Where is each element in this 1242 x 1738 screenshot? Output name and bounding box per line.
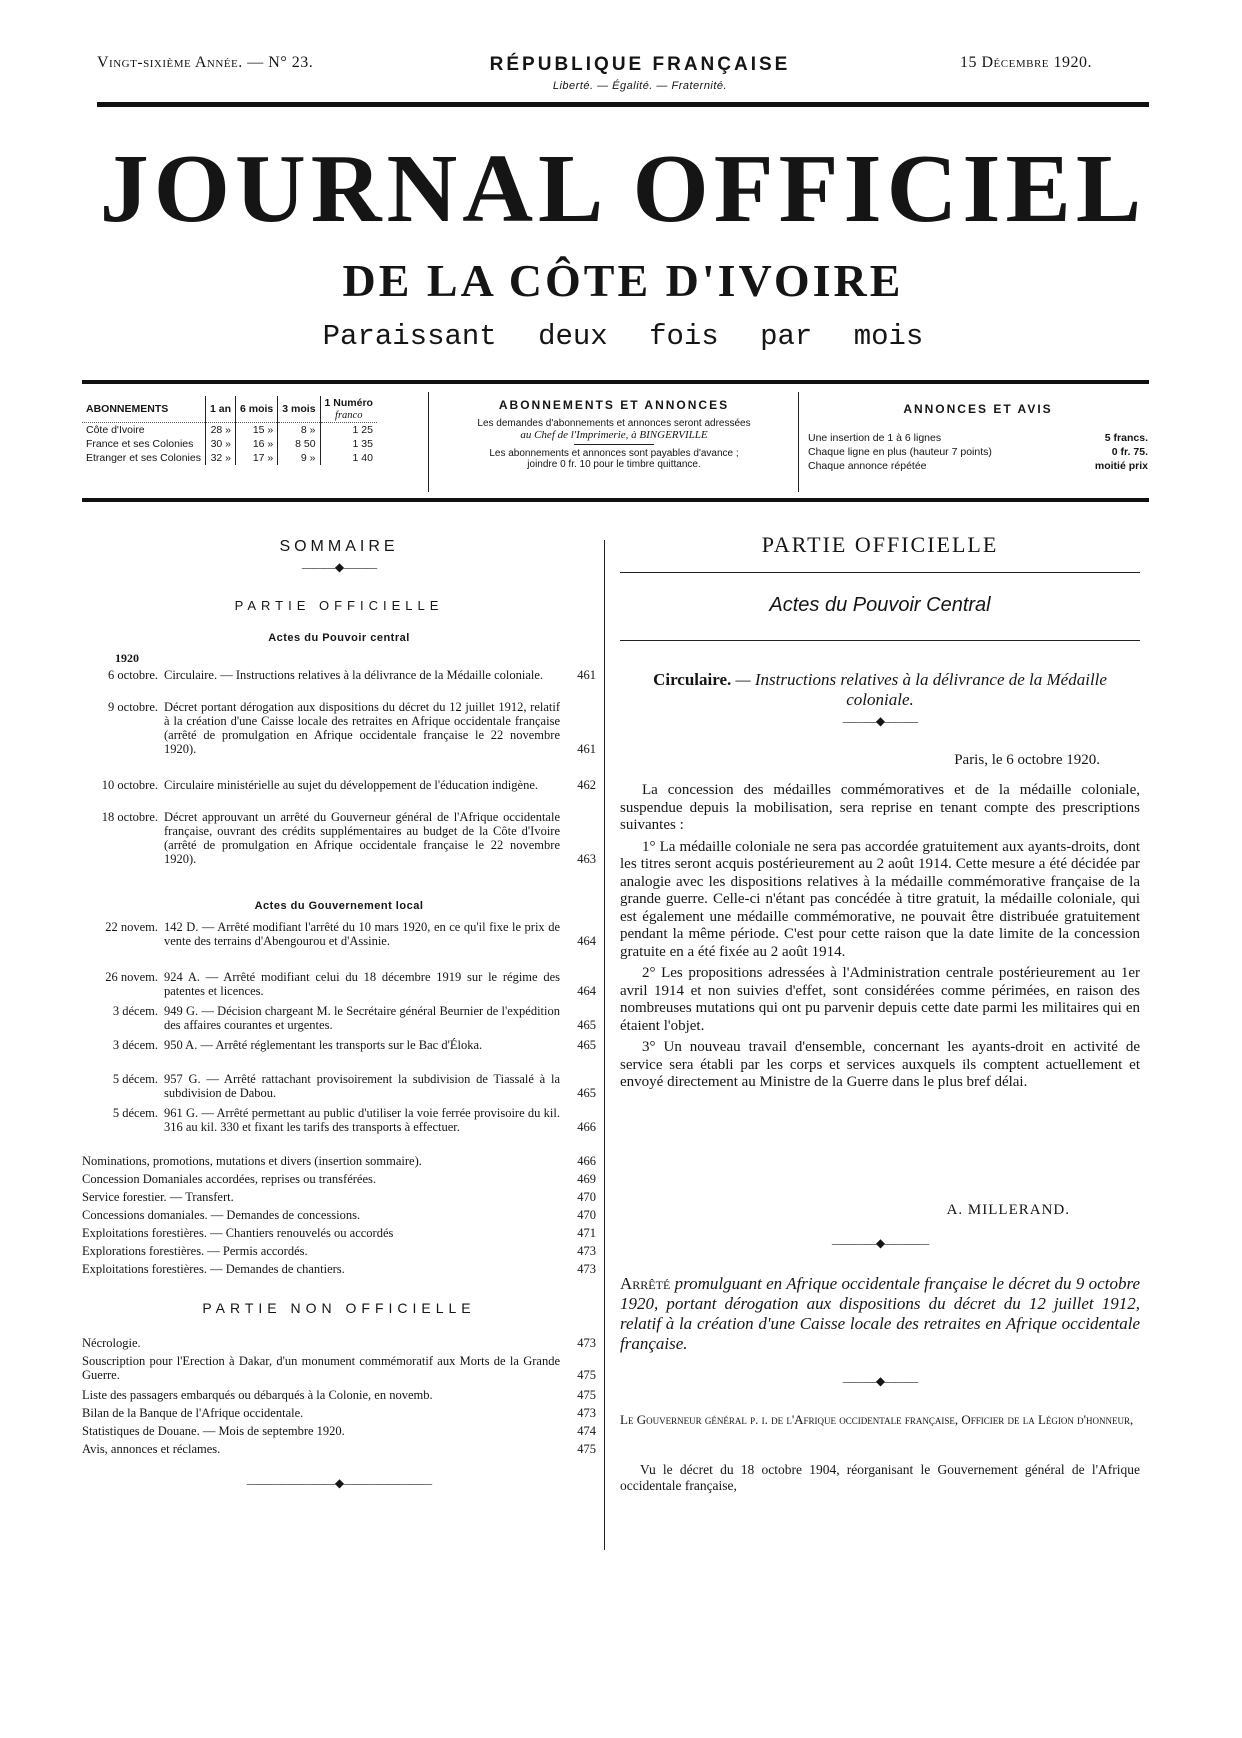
rule-bottom-subs [82, 498, 1149, 502]
col-1-an: 1 an [205, 396, 235, 423]
list-item: Avis, annonces et réclames. 475 [82, 1442, 596, 1456]
sommaire-year: 1920 [115, 651, 139, 665]
ornament: ———◆——— [842, 714, 918, 728]
sommaire-partie-non-officielle: PARTIE NON OFFICIELLE [202, 1300, 476, 1316]
list-item: Statistiques de Douane. — Mois de septembre 1920. 474 [82, 1424, 596, 1438]
list-item: 22 novem. 142 D. — Arrêté modifiant l'arrêté du 10 mars 1920, en ce qu'il fixe le prix de vente des terrains d'Abengourou et d'Assinie. 464 [105, 920, 596, 948]
list-item: Bilan de la Banque de l'Afrique occidentale. 473 [82, 1406, 596, 1420]
list-item: Exploitations forestières. — Chantiers renouvelés ou accordés 471 [82, 1226, 596, 1240]
paragraph: 2° Les propositions adressées à l'Administration centrale postérieurement au 1er avril 1914 et non suivies d'effet, sont considérées comme périmées, en raison des nombreuses mutations qui ont pu parvenir depuis cette date parmi les militaires qui en étaient l'objet. [620, 965, 1140, 1034]
place-date: Paris, le 6 octobre 1920. [954, 752, 1100, 768]
list-item: Concessions domaniales. — Demandes de concessions. 470 [82, 1208, 596, 1222]
list-item: Souscription pour l'Erection à Dakar, d'un monument commémoratif aux Morts de la Grande Guerre. 475 [82, 1354, 596, 1382]
col-numero: 1 Numéro franco [320, 396, 377, 423]
col-6-mois: 6 mois [236, 396, 278, 423]
paragraph: La concession des médailles commémoratives et de la médaille coloniale, suspendue depuis la mobilisation, sera reprise en tenant compte des prescriptions suivantes : [620, 782, 1140, 833]
republic-heading: RÉPUBLIQUE FRANÇAISE [489, 54, 791, 75]
list-item: Liste des passagers embarqués ou débarqués à la Colonie, en novemb. 475 [82, 1388, 596, 1402]
box-title: ABONNEMENTS ET ANNONCES [498, 398, 730, 412]
partie-officielle-heading: PARTIE OFFICIELLE [761, 532, 999, 557]
table-row: Etranger et ses Colonies 32 » 17 » 9 » 1 40 [82, 451, 377, 465]
ornament: ———◆——— [301, 560, 377, 574]
motto: Liberté. — Égalité. — Fraternité. [552, 80, 728, 92]
gouverneur-line: Le Gouverneur général p. i. de l'Afrique occidentale française, Officier de la Légion d'honneur, [620, 1412, 1134, 1427]
masthead-title: JOURNAL OFFICIEL [99, 135, 1147, 243]
ornament: ————————◆———————— [246, 1476, 432, 1490]
header-rule [97, 102, 1149, 107]
list-item: 10 octobre. Circulaire ministérielle au sujet du développement de l'éducation indigène. 462 [101, 778, 596, 792]
paragraph: 1° La médaille coloniale ne sera pas accordée gratuitement aux ayants-droits, dont les titres seront acquis postérieurement au 2 août 1914. Cette mesure a été décidée par analogie avec les dispositions relatives à la médaille commémorative française de la grande guerre. Celle-ci n'étant pas concédée à titre gratuit, la médaille coloniale, qui est également une médaille commémorative, ne pouvait être distribuée gratuitement pendant la même période. C'est pour cette raison que la date limite de la concession gratuite en a été fixée au 2 août 1914. [620, 838, 1140, 960]
arrete-title: Arrêté promulguant en Afrique occidentale française le décret du 9 octobre 1920, portant dérogation aux dispositions du décret du 12 juillet 1912, relatif à la création d'une Caisse locale des retraites en Afrique occidentale française. [620, 1274, 1140, 1353]
list-item: Service forestier. — Transfert. 470 [82, 1190, 596, 1204]
table-row: France et ses Colonies 30 » 16 » 8 50 1 35 [82, 437, 377, 451]
list-item: Exploitations forestières. — Demandes de chantiers. 473 [82, 1262, 596, 1276]
issue-number: Vingt-sixième Année. — N° 23. [97, 54, 314, 71]
subscription-table [82, 396, 377, 465]
circular-title: Circulaire. — Instructions relatives à la délivrance de la Médaille coloniale. [653, 670, 1107, 709]
subs-divider-2 [798, 392, 799, 492]
heading-separator [620, 572, 1140, 573]
ornament: ———◆——— [842, 1374, 918, 1388]
sommaire-title: SOMMAIRE [279, 538, 399, 555]
col-3-mois: 3 mois [278, 396, 320, 423]
list-item: 3 décem. 950 A. — Arrêté réglementant les transports sur le Bac d'Éloka. 465 [112, 1038, 596, 1052]
column-divider [604, 540, 605, 1550]
circular-body [620, 782, 1140, 1096]
list-item: Chaque annonce répétée moitié prix [808, 460, 1148, 472]
actes-heading: Actes du Pouvoir Central [769, 594, 991, 616]
list-item: Concession Domaniales accordées, reprises ou transférées. 469 [82, 1172, 596, 1186]
abonnements-annonces-box: ABONNEMENTS ET ANNONCES Les demandes d'abonnements et annonces seront adressées au Chef de l'Imprimerie, à BINGERVILLE Les abonnements et annonces sont payables d'avance ; joindre 0 fr. 10 pour le timbre quittance. [434, 398, 794, 470]
annonces-avis-box: ANNONCES ET AVIS Une insertion de 1 à 6 lignes 5 francs. Chaque ligne en plus (hauteur 7 points) 0 fr. 75. Chaque annonce répétée moitié prix [808, 402, 1148, 472]
list-item: 6 octobre. Circulaire. — Instructions relatives à la délivrance de la Médaille coloniale. 461 [108, 668, 596, 682]
ornament: ————◆———— [831, 1236, 929, 1250]
actes-local-heading: Actes du Gouvernement local [254, 900, 424, 912]
list-item: Nécrologie. 473 [82, 1336, 596, 1350]
list-item: Une insertion de 1 à 6 lignes 5 francs. [808, 432, 1148, 444]
list-item: 5 décem. 961 G. — Arrêté permettant au public d'utiliser la voie ferrée provisoire du kil. 316 au kil. 330 et fixant les tarifs des transports à effectuer. 466 [112, 1106, 596, 1134]
box-separator [574, 444, 654, 445]
subs-divider-1 [428, 392, 429, 492]
actes-central-heading: Actes du Pouvoir central [268, 632, 410, 644]
list-item: 18 octobre. Décret approuvant un arrêté du Gouverneur général de l'Afrique occidentale française, ouvrant des crédits supplémentaires au budget de la Côte d'Ivoire (arrêté de promulgation en Afrique occidentale française le 22 novembre 1920). 463 [101, 810, 596, 866]
heading-separator [620, 640, 1140, 641]
vu-line: Vu le décret du 18 octobre 1904, réorganisant le Gouvernement général de l'Afrique occidentale française, [620, 1462, 1140, 1493]
list-item: Chaque ligne en plus (hauteur 7 points) 0 fr. 75. [808, 446, 1148, 458]
sommaire-partie-officielle: PARTIE OFFICIELLE [234, 598, 444, 613]
list-item: 3 décem. 949 G. — Décision chargeant M. le Secrétaire général Beurnier de l'expédition des affaires courantes et urgentes. 465 [112, 1004, 596, 1032]
table-row: Côte d'Ivoire 28 » 15 » 8 » 1 25 [82, 423, 377, 438]
masthead-frequency: Paraissant deux fois par mois [322, 320, 924, 353]
paragraph: 3° Un nouveau travail d'ensemble, concernant les ayants-droit en activité de service sera établi par les corps et services auxquels ils comptent actuellement et envoyé directement au Ministre de la Guerre dans le plus bref délai. [620, 1039, 1140, 1090]
list-item: Explorations forestières. — Permis accordés. 473 [82, 1244, 596, 1258]
list-item: 9 octobre. Décret portant dérogation aux dispositions du décret du 12 juillet 1912, relatif à la création d'une Caisse locale des retraites en Afrique occidentale française (arrêté de promulgation en Afrique occidentale française le 22 novembre 1920). 461 [108, 700, 596, 756]
list-item: 26 novem. 924 A. — Arrêté modifiant celui du 18 décembre 1919 sur le régime des patentes et licences. 464 [105, 970, 596, 998]
signature: A. MILLERAND. [946, 1202, 1070, 1218]
issue-date: 15 Décembre 1920. [960, 54, 1093, 71]
subs-title: ABONNEMENTS [82, 396, 205, 423]
masthead-subtitle: DE LA CÔTE D'IVOIRE [342, 255, 904, 306]
list-item: Nominations, promotions, mutations et divers (insertion sommaire). 466 [82, 1154, 596, 1168]
rule-top-subs [82, 380, 1149, 384]
list-item: 5 décem. 957 G. — Arrêté rattachant provisoirement la subdivision de Tiassalé à la subdivision de Dabou. 465 [112, 1072, 596, 1100]
